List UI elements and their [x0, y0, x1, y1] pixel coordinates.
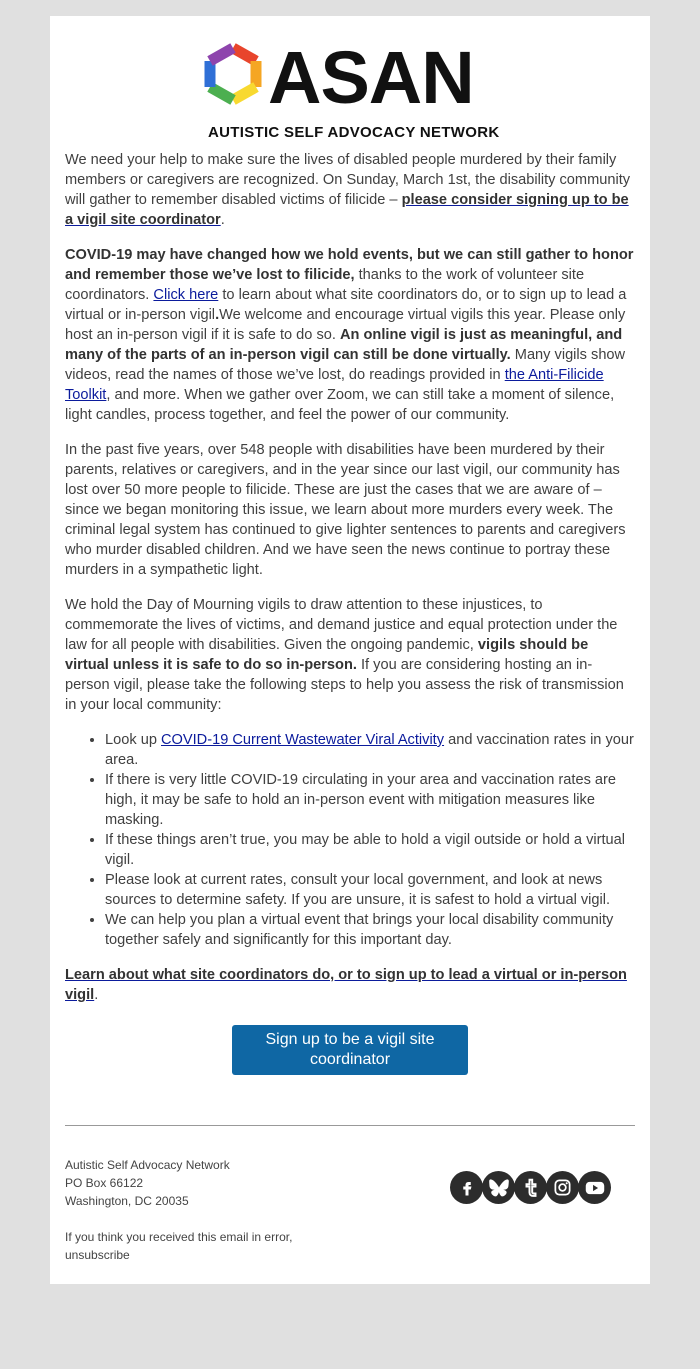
covid-text-5: , and more. When we gather over Zoom, we can still take a moment of silence, light candles, process together, and feel the power of our community.: [65, 387, 615, 423]
instagram-icon[interactable]: [546, 1171, 579, 1204]
sign-up-button[interactable]: Sign up to be a vigil site coordinator: [232, 1025, 468, 1075]
intro-text: We need your help to make sure the lives of disabled people murdered by their family members or caregivers are recognized. On Sunday, March 1st, the disability community will gather to remember disabled victims of filicide –: [65, 152, 631, 208]
safety-steps-list: [65, 730, 635, 950]
list-item: • If these things aren’t true, you may be able to hold a vigil outside or hold a virtual vigil.: [105, 830, 635, 870]
intro-paragraph: [65, 150, 635, 230]
anti-filicide-toolkit-link[interactable]: the Anti-Filicide Toolkit: [65, 367, 604, 403]
footer-address: [65, 1156, 230, 1210]
list-item: [105, 730, 635, 770]
tumblr-icon[interactable]: [514, 1171, 547, 1204]
logo-wordmark: ASAN: [268, 36, 474, 119]
wastewater-viral-activity-link[interactable]: COVID-19 Current Wastewater Viral Activity: [161, 732, 445, 748]
bluesky-icon[interactable]: [482, 1171, 515, 1204]
learn-site-coordinators-link[interactable]: Learn about what site coordinators do, or to sign up to lead a virtual or in-person vigil: [65, 967, 627, 1003]
covid-text-2: to learn about what site coordinators do, or to sign up to lead a virtual or in-person vigil: [65, 287, 627, 323]
youtube-icon[interactable]: [578, 1171, 611, 1204]
item1-post: and vaccination rates in your area.: [105, 732, 634, 768]
footer-divider: [65, 1125, 635, 1126]
covid-text-4: Many vigils show videos, read the names of those we’ve lost, do readings provided in: [65, 347, 626, 383]
list-item: • We can help you plan a virtual event that brings your local disability community together safely and significantly for this important day.: [105, 910, 635, 950]
facebook-icon[interactable]: [450, 1171, 483, 1204]
vigil-coordinator-link[interactable]: please consider signing up to be a vigil site coordinator: [65, 192, 629, 228]
email-body: [65, 150, 635, 1075]
covid-paragraph: [65, 245, 635, 425]
asan-logo[interactable]: [200, 36, 500, 141]
learn-more-paragraph: [65, 965, 635, 1005]
logo-subtitle: AUTISTIC SELF ADVOCACY NETWORK: [208, 124, 500, 141]
asan-hexagon-logo-icon: [200, 42, 266, 108]
covid-text-1: thanks to the work of volunteer site coordinators.: [65, 267, 585, 303]
error-note-text: If you think you received this email in error,: [65, 1230, 293, 1244]
footer-pobox: PO Box 66122: [65, 1176, 144, 1190]
statistics-paragraph: In the past five years, over 548 people with disabilities have been murdered by their parents, relatives or caregivers, and in the year since our last vigil, our community has lost over 50 more people to filicide. These are just the cases that we are aware of – since we began monitoring this issue, we learn about more murders every week. The criminal legal system has continued to give lighter sentences to parents and caregivers who murder disabled children. And we have seen the news continue to portray these murders in a sympathetic light.: [65, 442, 626, 578]
footer-note: [65, 1228, 325, 1264]
online-vigil-bold-text: An online vigil is just as meaningful, and many of the parts of an in-person vigil can still be done virtually.: [65, 327, 623, 363]
day-of-mourning-paragraph: [65, 595, 635, 715]
mourning-text-2: If you are considering hosting an in-person vigil, please take the following steps to help you assess the risk of transmission in your local community:: [65, 657, 624, 713]
learn-end: .: [94, 987, 99, 1003]
email-card: [50, 16, 650, 1284]
footer-org-name: Autistic Self Advocacy Network: [65, 1158, 230, 1172]
click-here-link[interactable]: Click here: [153, 287, 219, 303]
covid-text-3: We welcome and encourage virtual vigils this year. Please only host an in-person vigil if it is safe to do so.: [65, 307, 626, 343]
item1-pre: Look up: [105, 732, 161, 748]
social-icons: [450, 1171, 610, 1204]
mourning-text-1: We hold the Day of Mourning vigils to draw attention to these injustices, to commemorate the lives of victims, and demand justice and equal protection under the law for all people with disabilities. Given the ongoing pandemic,: [65, 597, 618, 653]
list-item: • Please look at current rates, consult your local government, and look at news sources to determine safety. If you are unsure, it is safest to hold a virtual vigil.: [105, 870, 635, 910]
covid-bold-dot: .: [215, 307, 220, 323]
unsubscribe-link[interactable]: unsubscribe: [65, 1248, 130, 1262]
covid-bold-text: COVID-19 may have changed how we hold events, but we can still gather to honor and remember those we’ve lost to filicide,: [65, 247, 634, 283]
list-item: • If there is very little COVID-19 circulating in your area and vaccination rates are high, it may be safe to hold an in-person event with mitigation measures like masking.: [105, 770, 635, 830]
intro-end: .: [220, 212, 225, 228]
footer-city: Washington, DC 20035: [65, 1194, 189, 1208]
virtual-vigil-bold-text: vigils should be virtual unless it is safe to do so in-person.: [65, 637, 589, 673]
